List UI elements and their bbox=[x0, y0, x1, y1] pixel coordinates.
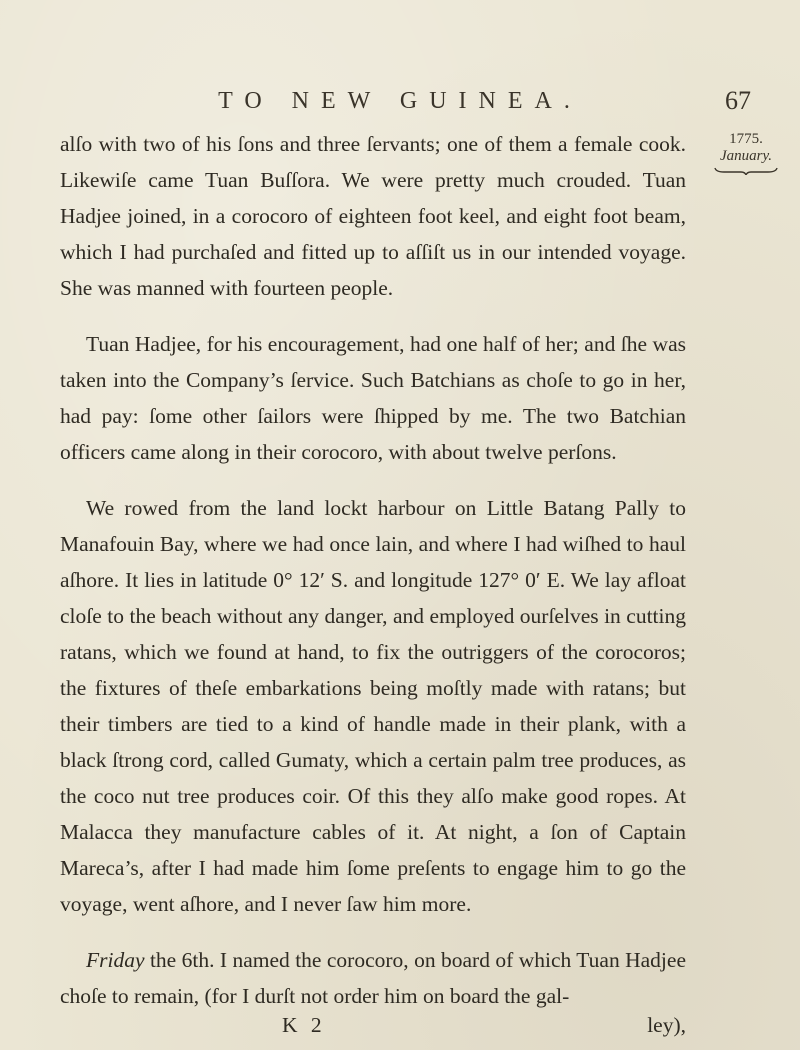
margin-note-year: 1775. bbox=[729, 131, 763, 147]
paragraph-1: alſo with two of his ſons and three ſervants; one of them a female cook. Likewiſe came Tuan Buſſora. We were pretty much crouded. Tuan Hadjee joined, in a corocoro of eighteen foot keel, and eight foot beam, which I had purchaſed and fitted up to aſſiſt us in our intended voyage. She was manned with fourteen people. bbox=[60, 132, 686, 300]
paragraph-2: Tuan Hadjee, for his encouragement, had one half of her; and ſhe was taken into the Company’s ſervice. Such Batchians as choſe to go in her, had pay: ſome other ſailors were ſhipped by me. The two Batchian officers came along in their corocoro, with about twelve perſons. bbox=[60, 332, 686, 464]
catchword: ley), bbox=[647, 1013, 686, 1037]
page-number: 67 bbox=[725, 86, 751, 115]
paragraph-3: We rowed from the land lockt harbour on Little Batang Pally to Manafouin Bay, where we had once lain, and where I had wiſhed to haul aſhore. It lies in latitude 0° 12′ S. and longitude 127° 0′ E. We lay afloat cloſe to the beach without any danger, and employed ourſelves in cutting ratans, which we found at hand, to fix the outriggers of the corocoros; the fixtures of theſe embarkations being moſtly made with ratans; but their timbers are tied to a kind of handle made in their plank, with a black ſtrong cord, called Gumaty, which a certain palm tree produces, as the coco nut tree produces coir. Of this they alſo make good ropes. At Malacca they manufacture cables of it. At night, a ſon of Captain Mareca’s, after I had made him ſome preſents to engage him to go the voyage, went aſhore, and I never ſaw him more. bbox=[60, 496, 686, 916]
running-head: TO NEW GUINEA. bbox=[218, 88, 582, 114]
margin-note bbox=[706, 131, 786, 175]
signature-mark: K 2 bbox=[282, 1013, 326, 1037]
margin-note-month: January. bbox=[719, 148, 773, 164]
paragraph-4 bbox=[60, 942, 686, 1014]
paragraph-4-lead: Friday bbox=[86, 948, 145, 972]
paragraph-4-text: the 6th. I named the corocoro, on board of which Tuan Hadjee choſe to remain, (for I durſt not order him on board the gal- bbox=[60, 948, 686, 1008]
body-text bbox=[60, 126, 686, 1014]
brace-icon bbox=[714, 167, 778, 175]
